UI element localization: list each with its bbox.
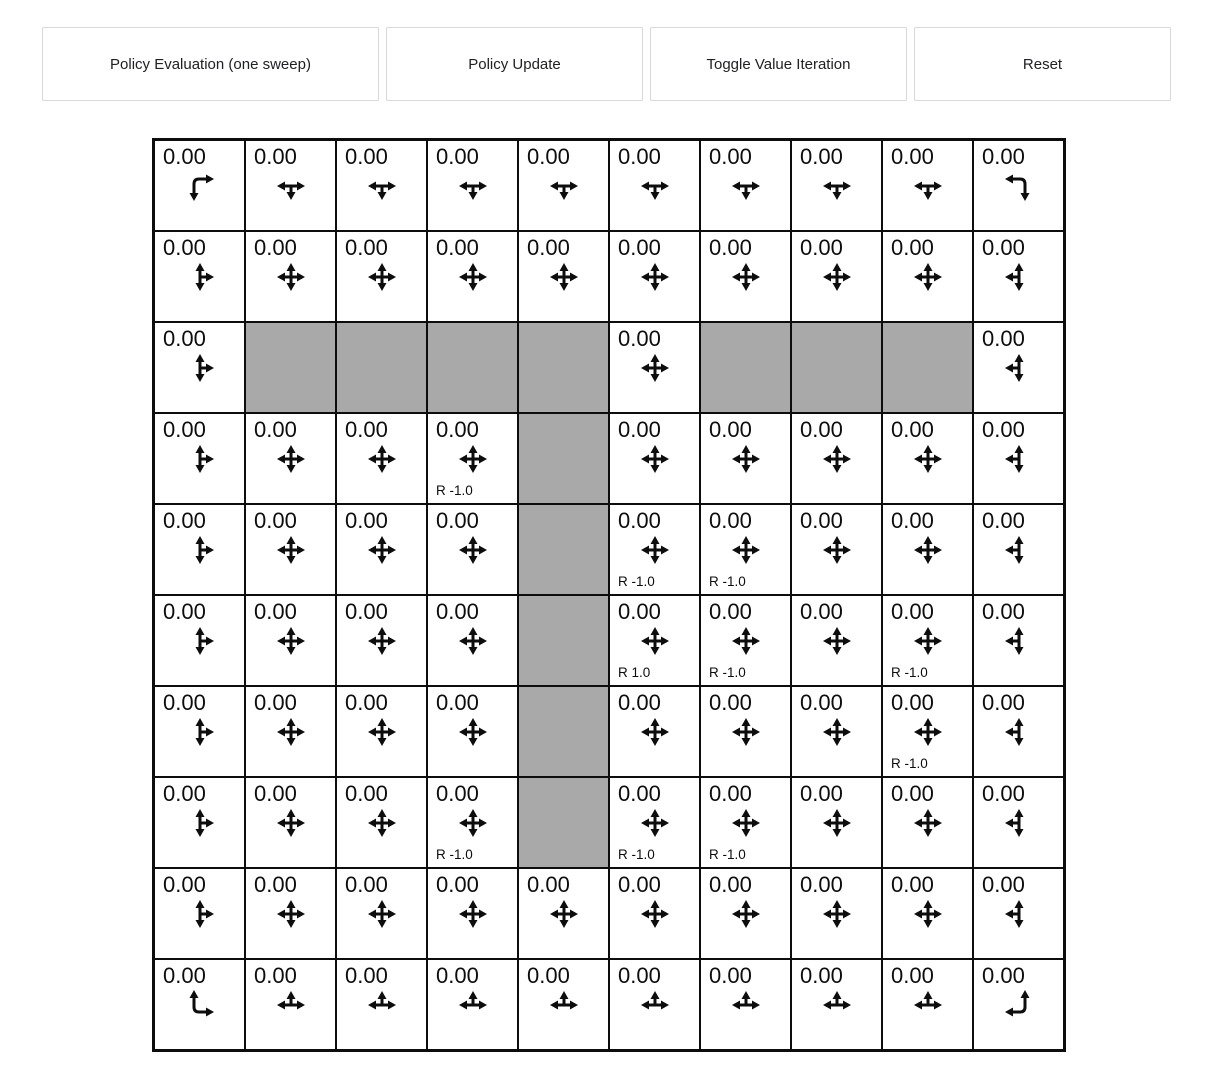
policy-arrows-icon	[1003, 352, 1035, 384]
reward-label: R -1.0	[709, 574, 746, 589]
policy-arrows-icon	[184, 807, 216, 839]
state-value: 0.00	[618, 690, 661, 715]
state-value: 0.00	[163, 417, 206, 442]
policy-arrows-icon	[1003, 989, 1035, 1021]
policy-arrows-icon	[639, 807, 671, 839]
state-cell	[883, 414, 972, 503]
policy-arrows-icon	[639, 716, 671, 748]
state-value: 0.00	[891, 599, 934, 624]
state-cell	[701, 414, 790, 503]
state-cell	[428, 778, 517, 867]
policy-arrows-icon	[184, 716, 216, 748]
policy-arrows-icon	[366, 170, 398, 202]
state-cell	[337, 414, 426, 503]
gridworld	[152, 138, 1066, 1052]
state-cell	[155, 323, 244, 412]
state-value: 0.00	[800, 690, 843, 715]
state-cell	[519, 869, 608, 958]
policy-arrows-icon	[639, 170, 671, 202]
policy-arrows-icon	[275, 534, 307, 566]
state-value: 0.00	[618, 417, 661, 442]
policy-arrows-icon	[1003, 534, 1035, 566]
policy-arrows-icon	[912, 989, 944, 1021]
state-value: 0.00	[254, 417, 297, 442]
wall-cell	[701, 323, 790, 412]
policy-arrows-icon	[821, 989, 853, 1021]
state-value: 0.00	[800, 872, 843, 897]
state-cell	[246, 960, 335, 1049]
state-cell	[974, 687, 1063, 776]
state-value: 0.00	[163, 144, 206, 169]
state-value: 0.00	[254, 690, 297, 715]
policy-arrows-icon	[639, 534, 671, 566]
state-value: 0.00	[436, 144, 479, 169]
state-value: 0.00	[891, 872, 934, 897]
wall-cell	[792, 323, 881, 412]
policy-arrows-icon	[457, 534, 489, 566]
state-cell	[246, 232, 335, 321]
state-cell	[337, 232, 426, 321]
policy-arrows-icon	[730, 625, 762, 657]
state-value: 0.00	[527, 235, 570, 260]
reward-label: R -1.0	[891, 756, 928, 771]
state-value: 0.00	[163, 235, 206, 260]
reward-label: R -1.0	[709, 847, 746, 862]
policy-arrows-icon	[730, 534, 762, 566]
wall-cell	[519, 505, 608, 594]
policy-arrows-icon	[275, 989, 307, 1021]
policy-arrows-icon	[457, 989, 489, 1021]
wall-cell	[519, 687, 608, 776]
wall-cell	[337, 323, 426, 412]
policy-arrows-icon	[366, 898, 398, 930]
state-value: 0.00	[163, 781, 206, 806]
policy-arrows-icon	[184, 989, 216, 1021]
state-value: 0.00	[982, 963, 1025, 988]
policy-arrows-icon	[639, 625, 671, 657]
state-cell	[337, 778, 426, 867]
state-cell	[519, 232, 608, 321]
policy-arrows-icon	[912, 170, 944, 202]
state-value: 0.00	[527, 872, 570, 897]
state-value: 0.00	[891, 417, 934, 442]
state-value: 0.00	[709, 417, 752, 442]
state-cell	[701, 960, 790, 1049]
policy-arrows-icon	[184, 170, 216, 202]
policy-arrows-icon	[639, 352, 671, 384]
policy-arrows-icon	[730, 443, 762, 475]
state-cell	[610, 414, 699, 503]
state-value: 0.00	[345, 690, 388, 715]
policy-arrows-icon	[912, 807, 944, 839]
policy-arrows-icon	[184, 261, 216, 293]
toolbar	[42, 27, 1171, 101]
state-value: 0.00	[618, 963, 661, 988]
state-cell	[428, 869, 517, 958]
state-cell	[701, 141, 790, 230]
state-cell	[337, 869, 426, 958]
state-cell	[428, 232, 517, 321]
state-value: 0.00	[891, 235, 934, 260]
state-value: 0.00	[891, 781, 934, 806]
state-value: 0.00	[163, 599, 206, 624]
state-cell	[519, 960, 608, 1049]
state-value: 0.00	[436, 508, 479, 533]
state-cell	[792, 232, 881, 321]
policy-arrows-icon	[275, 261, 307, 293]
policy-arrows-icon	[639, 898, 671, 930]
policy-arrows-icon	[366, 716, 398, 748]
policy-arrows-icon	[275, 443, 307, 475]
policy-arrows-icon	[730, 716, 762, 748]
state-cell	[792, 596, 881, 685]
policy-arrows-icon	[1003, 170, 1035, 202]
policy-arrows-icon	[366, 807, 398, 839]
state-value: 0.00	[254, 144, 297, 169]
state-value: 0.00	[436, 235, 479, 260]
state-cell	[792, 414, 881, 503]
state-value: 0.00	[709, 872, 752, 897]
policy-arrows-icon	[548, 261, 580, 293]
state-value: 0.00	[982, 235, 1025, 260]
policy-arrows-icon	[1003, 443, 1035, 475]
state-value: 0.00	[800, 417, 843, 442]
policy-arrows-icon	[821, 534, 853, 566]
state-value: 0.00	[800, 599, 843, 624]
state-cell	[246, 869, 335, 958]
state-value: 0.00	[163, 326, 206, 351]
policy-update-button[interactable]: Policy Update	[386, 27, 643, 101]
state-cell	[610, 596, 699, 685]
state-value: 0.00	[800, 963, 843, 988]
state-cell	[883, 778, 972, 867]
policy-arrows-icon	[912, 443, 944, 475]
state-cell	[246, 596, 335, 685]
policy-arrows-icon	[821, 625, 853, 657]
state-cell	[974, 232, 1063, 321]
policy-arrows-icon	[457, 807, 489, 839]
state-cell	[883, 960, 972, 1049]
state-value: 0.00	[618, 872, 661, 897]
policy-arrows-icon	[912, 261, 944, 293]
state-cell	[610, 778, 699, 867]
state-value: 0.00	[618, 781, 661, 806]
state-value: 0.00	[436, 417, 479, 442]
policy-arrows-icon	[730, 261, 762, 293]
wall-cell	[519, 323, 608, 412]
state-value: 0.00	[163, 872, 206, 897]
state-cell	[974, 869, 1063, 958]
state-cell	[974, 141, 1063, 230]
state-value: 0.00	[163, 963, 206, 988]
policy-arrows-icon	[457, 716, 489, 748]
policy-arrows-icon	[184, 534, 216, 566]
state-value: 0.00	[345, 417, 388, 442]
state-cell	[792, 869, 881, 958]
state-value: 0.00	[709, 963, 752, 988]
state-cell	[883, 869, 972, 958]
state-cell	[155, 505, 244, 594]
policy-arrows-icon	[912, 716, 944, 748]
wall-cell	[883, 323, 972, 412]
state-cell	[428, 960, 517, 1049]
state-cell	[337, 505, 426, 594]
policy-arrows-icon	[821, 716, 853, 748]
reward-label: R -1.0	[436, 483, 473, 498]
policy-arrows-icon	[275, 716, 307, 748]
state-cell	[519, 141, 608, 230]
state-value: 0.00	[982, 872, 1025, 897]
state-value: 0.00	[436, 781, 479, 806]
state-value: 0.00	[254, 781, 297, 806]
reward-label: R -1.0	[618, 847, 655, 862]
state-cell	[610, 505, 699, 594]
policy-arrows-icon	[457, 170, 489, 202]
policy-arrows-icon	[184, 352, 216, 384]
policy-arrows-icon	[366, 989, 398, 1021]
state-cell	[701, 778, 790, 867]
state-value: 0.00	[345, 872, 388, 897]
policy-arrows-icon	[457, 443, 489, 475]
policy-arrows-icon	[275, 625, 307, 657]
policy-arrows-icon	[730, 898, 762, 930]
state-cell	[974, 778, 1063, 867]
state-value: 0.00	[982, 144, 1025, 169]
policy-arrows-icon	[275, 170, 307, 202]
state-value: 0.00	[982, 326, 1025, 351]
policy-arrows-icon	[275, 807, 307, 839]
state-cell	[883, 596, 972, 685]
state-cell	[246, 414, 335, 503]
state-value: 0.00	[436, 872, 479, 897]
state-cell	[701, 232, 790, 321]
state-value: 0.00	[618, 144, 661, 169]
policy-arrows-icon	[457, 261, 489, 293]
state-cell	[337, 141, 426, 230]
policy-arrows-icon	[548, 989, 580, 1021]
toggle-value-iteration-button[interactable]: Toggle Value Iteration	[650, 27, 907, 101]
state-value: 0.00	[345, 144, 388, 169]
state-value: 0.00	[345, 963, 388, 988]
state-cell	[246, 687, 335, 776]
state-cell	[428, 505, 517, 594]
policy-arrows-icon	[184, 625, 216, 657]
state-value: 0.00	[618, 326, 661, 351]
policy-arrows-icon	[821, 443, 853, 475]
reward-label: R -1.0	[891, 665, 928, 680]
reward-label: R 1.0	[618, 665, 651, 680]
policy-arrows-icon	[730, 170, 762, 202]
state-value: 0.00	[163, 690, 206, 715]
policy-arrows-icon	[639, 989, 671, 1021]
wall-cell	[519, 596, 608, 685]
state-cell	[155, 687, 244, 776]
policy-arrows-icon	[457, 625, 489, 657]
state-cell	[610, 869, 699, 958]
policy-arrows-icon	[184, 443, 216, 475]
policy-arrows-icon	[821, 170, 853, 202]
state-cell	[792, 960, 881, 1049]
state-cell	[610, 141, 699, 230]
state-value: 0.00	[982, 417, 1025, 442]
state-cell	[155, 960, 244, 1049]
state-cell	[883, 687, 972, 776]
policy-arrows-icon	[457, 898, 489, 930]
state-value: 0.00	[709, 599, 752, 624]
state-value: 0.00	[345, 781, 388, 806]
state-value: 0.00	[891, 508, 934, 533]
wall-cell	[246, 323, 335, 412]
state-cell	[428, 687, 517, 776]
state-cell	[974, 414, 1063, 503]
policy-arrows-icon	[912, 898, 944, 930]
policy-arrows-icon	[639, 443, 671, 475]
state-cell	[974, 596, 1063, 685]
state-value: 0.00	[345, 599, 388, 624]
policy-arrows-icon	[912, 625, 944, 657]
state-cell	[155, 869, 244, 958]
state-value: 0.00	[436, 599, 479, 624]
state-cell	[610, 232, 699, 321]
state-cell	[246, 141, 335, 230]
state-value: 0.00	[891, 144, 934, 169]
policy-arrows-icon	[1003, 261, 1035, 293]
wall-cell	[428, 323, 517, 412]
policy-arrows-icon	[1003, 716, 1035, 748]
state-value: 0.00	[618, 599, 661, 624]
state-value: 0.00	[618, 508, 661, 533]
policy-arrows-icon	[730, 807, 762, 839]
state-cell	[883, 505, 972, 594]
state-cell	[701, 505, 790, 594]
state-cell	[155, 141, 244, 230]
state-cell	[155, 414, 244, 503]
state-value: 0.00	[436, 690, 479, 715]
state-value: 0.00	[345, 508, 388, 533]
reward-label: R -1.0	[709, 665, 746, 680]
state-cell	[246, 505, 335, 594]
policy-arrows-icon	[548, 170, 580, 202]
reset-button[interactable]: Reset	[914, 27, 1171, 101]
state-value: 0.00	[709, 508, 752, 533]
state-value: 0.00	[436, 963, 479, 988]
state-value: 0.00	[982, 690, 1025, 715]
state-value: 0.00	[982, 508, 1025, 533]
policy-evaluation-button[interactable]: Policy Evaluation (one sweep)	[42, 27, 379, 101]
state-cell	[155, 596, 244, 685]
state-cell	[337, 596, 426, 685]
state-value: 0.00	[163, 508, 206, 533]
policy-arrows-icon	[366, 261, 398, 293]
state-value: 0.00	[709, 235, 752, 260]
policy-arrows-icon	[1003, 625, 1035, 657]
state-value: 0.00	[254, 963, 297, 988]
state-cell	[883, 232, 972, 321]
policy-arrows-icon	[275, 898, 307, 930]
state-value: 0.00	[709, 781, 752, 806]
policy-arrows-icon	[730, 989, 762, 1021]
policy-arrows-icon	[1003, 898, 1035, 930]
state-value: 0.00	[800, 144, 843, 169]
state-cell	[974, 960, 1063, 1049]
state-cell	[428, 596, 517, 685]
state-cell	[155, 232, 244, 321]
policy-arrows-icon	[639, 261, 671, 293]
state-cell	[701, 687, 790, 776]
state-cell	[974, 323, 1063, 412]
state-cell	[974, 505, 1063, 594]
state-value: 0.00	[618, 235, 661, 260]
state-value: 0.00	[982, 599, 1025, 624]
state-value: 0.00	[527, 144, 570, 169]
reward-label: R -1.0	[618, 574, 655, 589]
state-cell	[610, 323, 699, 412]
policy-arrows-icon	[184, 898, 216, 930]
policy-arrows-icon	[366, 443, 398, 475]
state-cell	[610, 960, 699, 1049]
state-value: 0.00	[800, 235, 843, 260]
state-value: 0.00	[254, 235, 297, 260]
policy-arrows-icon	[366, 625, 398, 657]
state-cell	[337, 960, 426, 1049]
state-value: 0.00	[709, 690, 752, 715]
state-cell	[792, 778, 881, 867]
state-cell	[610, 687, 699, 776]
state-value: 0.00	[254, 872, 297, 897]
state-cell	[155, 778, 244, 867]
state-value: 0.00	[800, 508, 843, 533]
state-cell	[428, 141, 517, 230]
wall-cell	[519, 414, 608, 503]
state-value: 0.00	[891, 690, 934, 715]
state-value: 0.00	[254, 599, 297, 624]
policy-arrows-icon	[1003, 807, 1035, 839]
state-cell	[428, 414, 517, 503]
state-cell	[792, 141, 881, 230]
state-cell	[337, 687, 426, 776]
state-value: 0.00	[709, 144, 752, 169]
state-value: 0.00	[800, 781, 843, 806]
state-value: 0.00	[345, 235, 388, 260]
policy-arrows-icon	[821, 261, 853, 293]
state-cell	[246, 778, 335, 867]
policy-arrows-icon	[821, 807, 853, 839]
state-cell	[701, 869, 790, 958]
state-cell	[883, 141, 972, 230]
state-cell	[701, 596, 790, 685]
reward-label: R -1.0	[436, 847, 473, 862]
state-value: 0.00	[982, 781, 1025, 806]
policy-arrows-icon	[821, 898, 853, 930]
wall-cell	[519, 778, 608, 867]
state-value: 0.00	[254, 508, 297, 533]
policy-arrows-icon	[366, 534, 398, 566]
state-cell	[792, 505, 881, 594]
policy-arrows-icon	[548, 898, 580, 930]
state-value: 0.00	[527, 963, 570, 988]
policy-arrows-icon	[912, 534, 944, 566]
state-value: 0.00	[891, 963, 934, 988]
state-cell	[792, 687, 881, 776]
